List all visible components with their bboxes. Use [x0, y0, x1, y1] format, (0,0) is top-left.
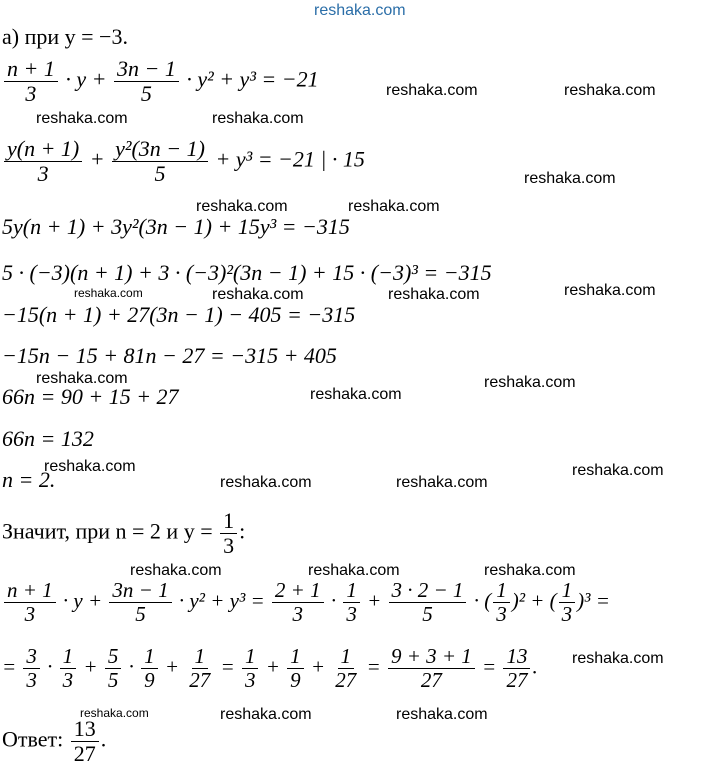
- fraction: $\frac{\text{y²(3n − 1)}}{5}$: [112, 138, 208, 185]
- watermark: reshaka.com: [396, 474, 488, 491]
- fraction: $\frac{13}{27}$: [503, 646, 530, 691]
- equation-1: $\frac{n + 1}{3}$ · y + $\frac{3n - 1}{5}$ · y² + y³ = −21: [2, 58, 319, 105]
- equation-7: 66n = 90 + 15 + 27: [2, 384, 179, 409]
- watermark: reshaka.com: [36, 110, 128, 127]
- equation-3: 5y(n + 1) + 3y²(3n − 1) + 15y³ = −315: [2, 214, 350, 239]
- watermark: reshaka.com: [220, 474, 312, 491]
- watermark: reshaka.com: [484, 374, 576, 391]
- fraction: $\frac{1}{9}$: [287, 646, 304, 691]
- equation-5: −15(n + 1) + 27(3n − 1) − 405 = −315: [2, 302, 356, 327]
- equation-4: 5 · (−3)(n + 1) + 3 · (−3)²(3n − 1) + 15 · (−3)³ = −315: [2, 260, 492, 285]
- answer-line: Ответ: $\frac{13}{27}$ .: [2, 716, 107, 766]
- watermark: reshaka.com: [196, 198, 288, 215]
- fraction: $\frac{n + 1}{3}$: [4, 580, 56, 625]
- watermark: reshaka.com: [484, 562, 576, 579]
- watermark: reshaka.com: [564, 282, 656, 299]
- case-heading: а) при y = −3.: [2, 24, 128, 49]
- watermark: reshaka.com: [212, 110, 304, 127]
- conclusion-line: Значит, при n = 2 и y = $\frac{1}{3}$ :: [2, 508, 246, 558]
- watermark: reshaka.com: [386, 82, 478, 99]
- equation-substitution: $\frac{n + 1}{3}$ · y + $\frac{3n - 1}{5}$ · y² + y³ = $\frac{2 + 1}{3}$ · $\frac{1}{3}$ + $\frac{3 \cdot 2 - 1}{5}$ · ( $\frac{1}{3}$ )² + ( $\frac{1}{3}$ )³ =: [2, 580, 610, 625]
- watermark: reshaka.com: [36, 370, 128, 387]
- watermark: reshaka.com: [44, 458, 136, 475]
- watermark: reshaka.com: [74, 286, 143, 300]
- watermark: reshaka.com: [564, 82, 656, 99]
- fraction: $\frac{3 \cdot 2 - 1}{5}$: [389, 580, 467, 625]
- fraction: $\frac{1}{3}$: [220, 510, 237, 557]
- watermark: reshaka.com: [80, 706, 149, 720]
- answer-fraction: $\frac{13}{27}$: [71, 718, 99, 765]
- watermark: reshaka.com: [572, 462, 664, 479]
- equation-6: −15n − 15 + 81n − 27 = −315 + 405: [2, 343, 337, 368]
- watermark: reshaka.com: [388, 286, 480, 303]
- watermark: reshaka.com: [220, 706, 312, 723]
- fraction: $\frac{1}{3}$: [493, 580, 510, 625]
- equation-8: 66n = 132: [2, 426, 94, 451]
- watermark: reshaka.com: [572, 650, 664, 667]
- fraction: $\frac{1}{3}$: [559, 580, 576, 625]
- watermark: reshaka.com: [348, 198, 440, 215]
- fraction: $\frac{3}{3}$: [23, 646, 40, 691]
- fraction: $\frac{1}{27}$: [335, 644, 357, 692]
- fraction: $\frac{1}{3}$: [242, 646, 259, 691]
- fraction: $\frac{y(n + 1)}{3}$: [4, 138, 82, 185]
- equation-simplification: = $\frac{3}{3}$ · $\frac{1}{3}$ + $\frac{5}{5}$ · $\frac{1}{9}$ + $\frac{1}{27}$ = $\frac{1}{3}$ + $\frac{1}{9}$ + $\frac{1}{27}$ = $\frac{9 + 3 + 1}{27}$ = $\frac{13}{27}$ .: [2, 644, 538, 692]
- fraction: $\frac{2 + 1}{3}$: [272, 580, 324, 625]
- equation-9: n = 2.: [2, 467, 56, 492]
- fraction: $\frac{1}{3}$: [60, 646, 77, 691]
- fraction: $\frac{1}{9}$: [141, 646, 158, 691]
- watermark: reshaka.com: [310, 386, 402, 403]
- watermark: reshaka.com: [396, 706, 488, 723]
- fraction: $\frac{3n - 1}{5}$: [109, 580, 171, 625]
- fraction: $\frac{9 + 3 + 1}{27}$: [388, 646, 475, 691]
- watermark: reshaka.com: [524, 170, 616, 187]
- watermark: reshaka.com: [130, 562, 222, 579]
- fraction: $\frac{5}{5}$: [105, 646, 122, 691]
- watermark: reshaka.com: [212, 286, 304, 303]
- watermark: reshaka.com: [308, 562, 400, 579]
- fraction: $\frac{1}{3}$: [343, 580, 360, 625]
- watermark-top: reshaka.com: [314, 2, 406, 19]
- fraction: $\frac{1}{27}$: [189, 644, 211, 692]
- equation-2: $\frac{y(n + 1)}{3}$ + $\frac{\text{y²(3n − 1)}}{5}$ + y³ = −21 | · 15: [2, 138, 365, 185]
- fraction: $\frac{3n - 1}{5}$: [114, 58, 179, 105]
- fraction: $\frac{n + 1}{3}$: [4, 58, 58, 105]
- answer-label: Ответ:: [2, 726, 64, 752]
